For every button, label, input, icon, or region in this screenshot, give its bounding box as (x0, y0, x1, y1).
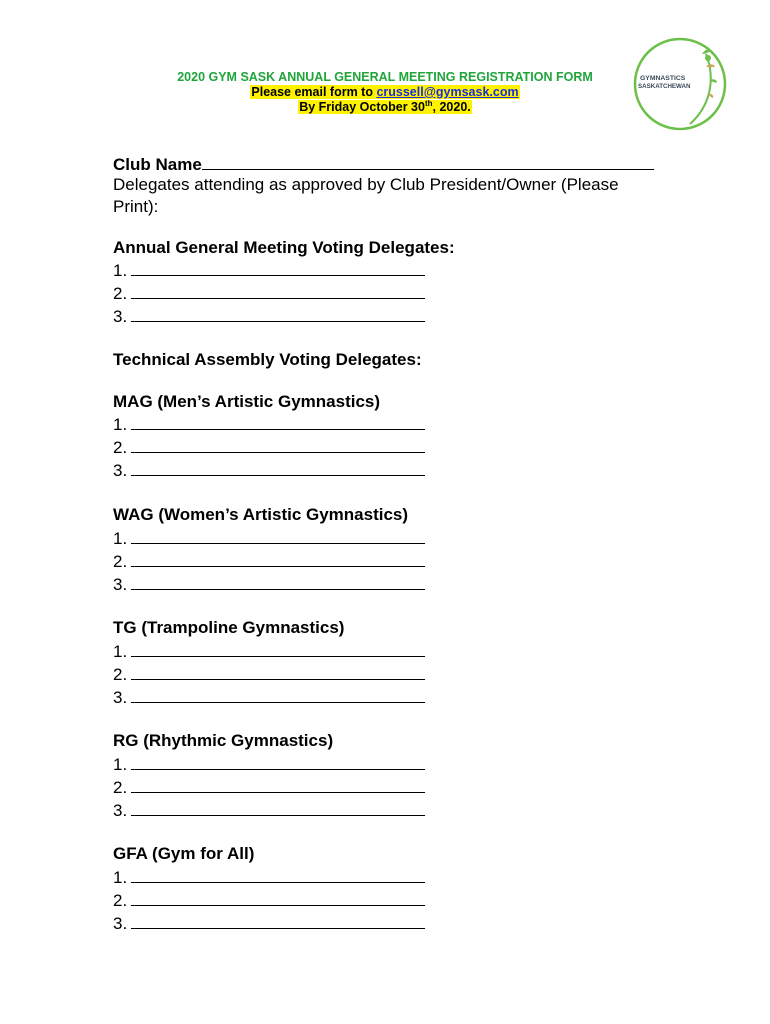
gfa-delegate-row (113, 913, 425, 934)
email-prefix: Please email form to (251, 85, 377, 99)
wag-delegate-1-field[interactable] (131, 528, 425, 544)
row-number: 1. (113, 261, 128, 280)
mag-delegate-3-field[interactable] (131, 460, 425, 476)
logo-line1: GYMNASTICS (640, 75, 686, 82)
club-name-label: Club Name (113, 155, 202, 174)
deadline-line (100, 100, 670, 115)
tg-delegate-row (113, 641, 425, 662)
row-number: 1. (113, 529, 128, 548)
rg-delegate-row (113, 754, 425, 775)
delegates-instruction-1: Delegates attending as approved by Club President/Owner (Please (113, 175, 619, 194)
gfa-heading: GFA (Gym for All) (113, 844, 255, 863)
wag-delegate-row (113, 551, 425, 572)
row-number: 3. (113, 461, 128, 480)
mag-delegate-2-field[interactable] (131, 437, 425, 453)
mag-delegate-1-field[interactable] (131, 414, 425, 430)
rg-delegate-1-field[interactable] (131, 754, 425, 770)
agm-delegate-row (113, 260, 425, 281)
row-number: 3. (113, 688, 128, 707)
row-number: 1. (113, 868, 128, 887)
agm-delegate-1-field[interactable] (131, 260, 425, 276)
row-number: 1. (113, 642, 128, 661)
agm-delegate-row (113, 283, 425, 304)
row-number: 3. (113, 914, 128, 933)
row-number: 2. (113, 891, 128, 910)
deadline-sup: th (424, 98, 433, 108)
gfa-delegate-2-field[interactable] (131, 890, 425, 906)
row-number: 3. (113, 801, 128, 820)
wag-delegate-row (113, 528, 425, 549)
tech-assembly-heading: Technical Assembly Voting Delegates: (113, 350, 422, 369)
agm-delegate-3-field[interactable] (131, 306, 425, 322)
row-number: 1. (113, 415, 128, 434)
deadline-prefix: By Friday October 30 (299, 100, 425, 114)
rg-delegate-row (113, 800, 425, 821)
wag-delegate-row (113, 574, 425, 595)
agm-heading: Annual General Meeting Voting Delegates: (113, 238, 455, 257)
row-number: 2. (113, 665, 128, 684)
gfa-delegate-1-field[interactable] (131, 867, 425, 883)
gfa-delegate-row (113, 867, 425, 888)
club-name-row (113, 154, 654, 175)
deadline (298, 100, 472, 114)
email-link[interactable]: crussell@gymsask.com (376, 85, 519, 99)
wag-delegate-2-field[interactable] (131, 551, 425, 567)
mag-delegate-row (113, 460, 425, 481)
delegates-instruction-2: Print): (113, 197, 159, 216)
tg-delegate-2-field[interactable] (131, 664, 425, 680)
agm-delegate-2-field[interactable] (131, 283, 425, 299)
row-number: 2. (113, 284, 128, 303)
wag-heading: WAG (Women’s Artistic Gymnastics) (113, 505, 409, 524)
tg-delegate-row (113, 687, 425, 708)
row-number: 2. (113, 438, 128, 457)
tg-delegate-row (113, 664, 425, 685)
deadline-suffix: , 2020. (432, 100, 471, 114)
gymnastics-saskatchewan-logo (632, 36, 728, 132)
wag-delegate-3-field[interactable] (131, 574, 425, 590)
club-name-field[interactable] (202, 154, 654, 170)
tg-delegate-1-field[interactable] (131, 641, 425, 657)
rg-delegate-3-field[interactable] (131, 800, 425, 816)
tg-heading: TG (Trampoline Gymnastics) (113, 618, 345, 637)
row-number: 3. (113, 307, 128, 326)
email-instruction-line (100, 85, 670, 100)
tg-delegate-3-field[interactable] (131, 687, 425, 703)
rg-heading: RG (Rhythmic Gymnastics) (113, 731, 334, 750)
row-number: 2. (113, 552, 128, 571)
row-number: 3. (113, 575, 128, 594)
mag-delegate-row (113, 437, 425, 458)
row-number: 1. (113, 755, 128, 774)
agm-delegate-row (113, 306, 425, 327)
mag-heading: MAG (Men’s Artistic Gymnastics) (113, 392, 381, 411)
rg-delegate-2-field[interactable] (131, 777, 425, 793)
gfa-delegate-3-field[interactable] (131, 913, 425, 929)
form-header (100, 70, 670, 115)
logo-line2: SASKATCHEWAN (638, 83, 691, 90)
gfa-delegate-row (113, 890, 425, 911)
form-title: 2020 GYM SASK ANNUAL GENERAL MEETING REGISTRATION FORM (177, 70, 593, 84)
rg-delegate-row (113, 777, 425, 798)
mag-delegate-row (113, 414, 425, 435)
row-number: 2. (113, 778, 128, 797)
email-instruction (250, 85, 519, 99)
